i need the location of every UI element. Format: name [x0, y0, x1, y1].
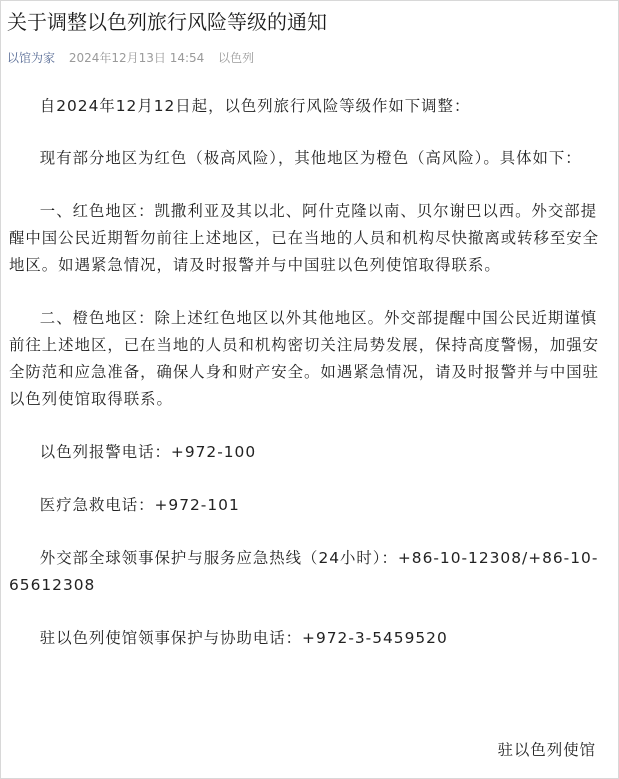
embassy-signature: 驻以色列使馆 — [497, 741, 596, 759]
paragraph-orange-zone: 二、橙色地区：除上述红色地区以外其他地区。外交部提醒中国公民近期谨慎前往上述地区，已在当地的人员和机构密切关注局势发展，保持高度警惕，加强安全防范和应急准备，确保人身和财产安全。如遇紧急情况，请及时报警并与中国驻以色列使馆取得联系。 — [9, 309, 600, 408]
embassy-consular-phone: 驻以色列使馆领事保护与协助电话：+972-3-5459520 — [39, 629, 448, 647]
article-title: 关于调整以色列旅行风险等级的通知 — [7, 10, 327, 34]
article-meta — [7, 49, 264, 67]
emergency-medical-phone: 医疗急救电话：+972-101 — [39, 496, 240, 514]
paragraph-overview: 现有部分地区为红色（极高风险），其他地区为橙色（高风险）。具体如下： — [39, 149, 582, 167]
publish-date: 2024年12月13日 14:54 — [68, 51, 205, 65]
article-body — [9, 93, 605, 652]
paragraph-effective-date: 自2024年12月12日起，以色列旅行风险等级作如下调整： — [39, 97, 471, 115]
police-phone: 以色列报警电话：+972-100 — [39, 443, 257, 461]
region-tag: 以色列 — [218, 51, 255, 65]
account-name-link[interactable]: 以馆为家 — [7, 51, 56, 65]
consular-hotline: 外交部全球领事保护与服务应急热线（24小时）：+86-10-12308/+86-10-65612308 — [9, 549, 599, 594]
paragraph-red-zone: 一、红色地区：凯撒利亚及其以北、阿什克隆以南、贝尔谢巴以西。外交部提醒中国公民近期暂勿前往上述地区，已在当地的人员和机构尽快撤离或转移至安全地区。如遇紧急情况，请及时报警并与中国驻以色列使馆取得联系。 — [9, 202, 600, 274]
